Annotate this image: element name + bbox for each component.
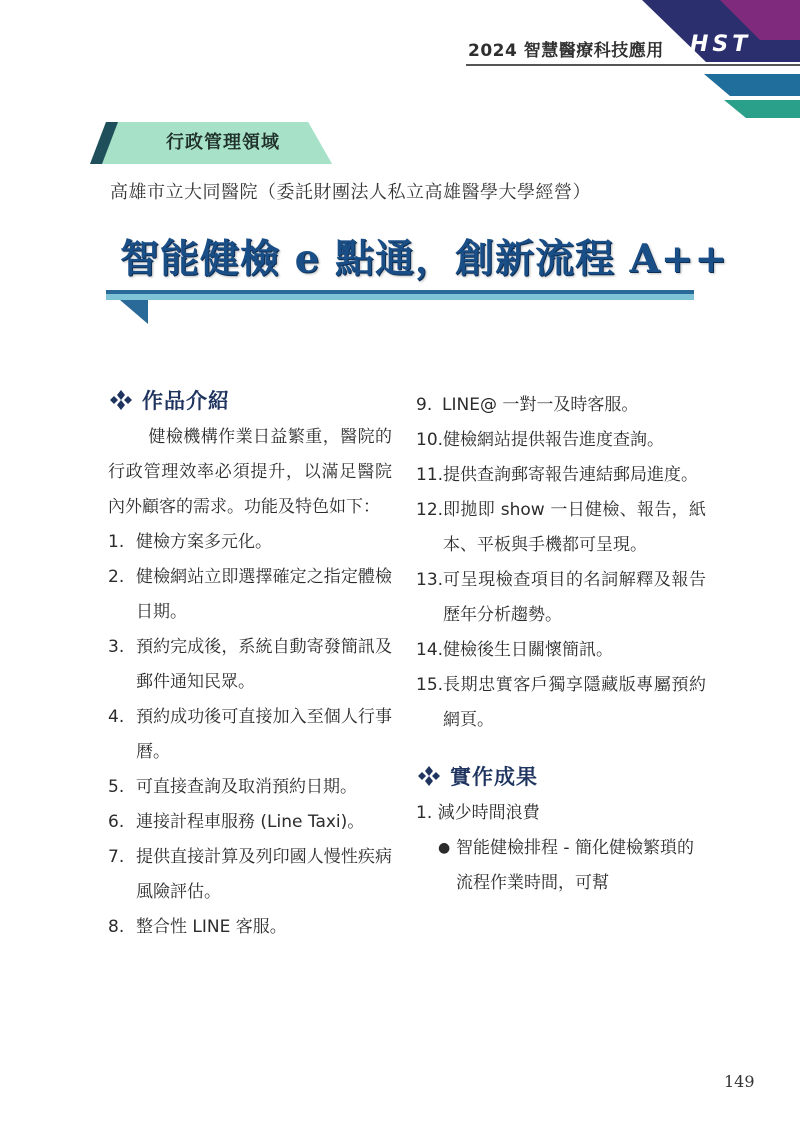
list-item-number: 3. <box>108 637 125 657</box>
list-item-text: 健檢方案多元化。 <box>136 532 272 552</box>
list-item <box>108 560 392 630</box>
results-heading-label: 實作成果 <box>450 765 538 789</box>
page-number: 149 <box>724 1072 755 1091</box>
header-decoration <box>600 0 800 125</box>
list-item-number: 7. <box>108 847 125 867</box>
intro-heading <box>108 384 392 416</box>
publication-title: 2024 智慧醫療科技應用 <box>468 41 664 61</box>
page-title: 智能健檢 e 點通，創新流程 A++ <box>120 236 729 282</box>
list-item <box>108 910 392 945</box>
list-item-text: 可呈現檢查項目的名詞解釋及報告歷年分析趨勢。 <box>443 570 706 625</box>
list-item <box>416 388 706 423</box>
bullet-dot-icon: ● <box>438 840 451 856</box>
list-item-text: 預約完成後，系統自動寄發簡訊及郵件通知民眾。 <box>136 637 392 692</box>
list-item <box>416 563 706 633</box>
list-item-text: 提供查詢郵寄報告連結郵局進度。 <box>443 465 699 485</box>
list-item-number: 2. <box>108 567 125 587</box>
results-sub-item: ● 智能健檢排程 - 簡化健檢繁瑣的流程作業時間，可幫 <box>416 831 706 901</box>
list-item <box>416 493 706 563</box>
intro-paragraph: 健檢機構作業日益繁重，醫院的行政管理效率必須提升，以滿足醫院內外顧客的需求。功能及特色如下： <box>108 427 392 517</box>
title-underline-decoration <box>106 286 696 328</box>
list-item-text: 提供直接計算及列印國人慢性疾病風險評估。 <box>136 847 392 902</box>
list-item-number: 14. <box>416 640 444 660</box>
list-item-text: 整合性 LINE 客服。 <box>136 917 287 937</box>
list-item-number: 4. <box>108 707 125 727</box>
list-item-number: 8. <box>108 917 125 937</box>
list-item <box>108 840 392 910</box>
section-tab-label: 行政管理領域 <box>166 132 280 153</box>
list-item-number: 10. <box>416 430 444 450</box>
list-item <box>416 423 706 458</box>
list-item-text: 健檢後生日關懷簡訊。 <box>443 640 614 660</box>
list-item-text: 即拋即 show 一日健檢、報告，紙本、平板與手機都可呈現。 <box>443 500 706 555</box>
diamond-bullet-icon <box>108 389 134 411</box>
list-item-number: 9. <box>416 395 433 415</box>
results-heading <box>416 760 706 792</box>
list-item-number: 1. <box>108 532 125 552</box>
list-item-number: 12. <box>416 500 444 520</box>
list-item-text: 健檢網站提供報告進度查詢。 <box>443 430 665 450</box>
list-item <box>416 668 706 738</box>
list-item-text: 健檢網站立即選擇確定之指定體檢日期。 <box>136 567 392 622</box>
list-item-text: LINE@ 一對一及時客服。 <box>442 395 639 415</box>
list-item <box>108 630 392 700</box>
intro-heading-label: 作品介紹 <box>142 389 230 413</box>
list-item-number: 13. <box>416 570 444 590</box>
list-item <box>108 770 392 805</box>
list-item <box>416 458 706 493</box>
hst-logo: HST <box>690 32 752 57</box>
list-item <box>108 525 392 560</box>
list-item-text: 可直接查詢及取消預約日期。 <box>136 777 357 797</box>
list-item-number: 5. <box>108 777 125 797</box>
results-item: 1. 減少時間浪費 <box>416 803 540 823</box>
list-item-number: 11. <box>416 465 444 485</box>
list-item <box>108 805 392 840</box>
right-column <box>416 388 706 901</box>
list-item-number: 6. <box>108 812 125 832</box>
list-item <box>108 700 392 770</box>
list-item-text: 連接計程車服務 (Line Taxi)。 <box>136 812 365 832</box>
list-item-text: 預約成功後可直接加入至個人行事曆。 <box>136 707 392 762</box>
left-column <box>108 384 392 945</box>
list-item <box>416 633 706 668</box>
diamond-bullet-icon <box>416 765 442 787</box>
list-item-number: 15. <box>416 675 444 695</box>
list-item-text: 長期忠實客戶獨享隱藏版專屬預約網頁。 <box>443 675 706 730</box>
hospital-name: 高雄市立大同醫院（委託財團法人私立高雄醫學大學經營） <box>110 182 591 203</box>
